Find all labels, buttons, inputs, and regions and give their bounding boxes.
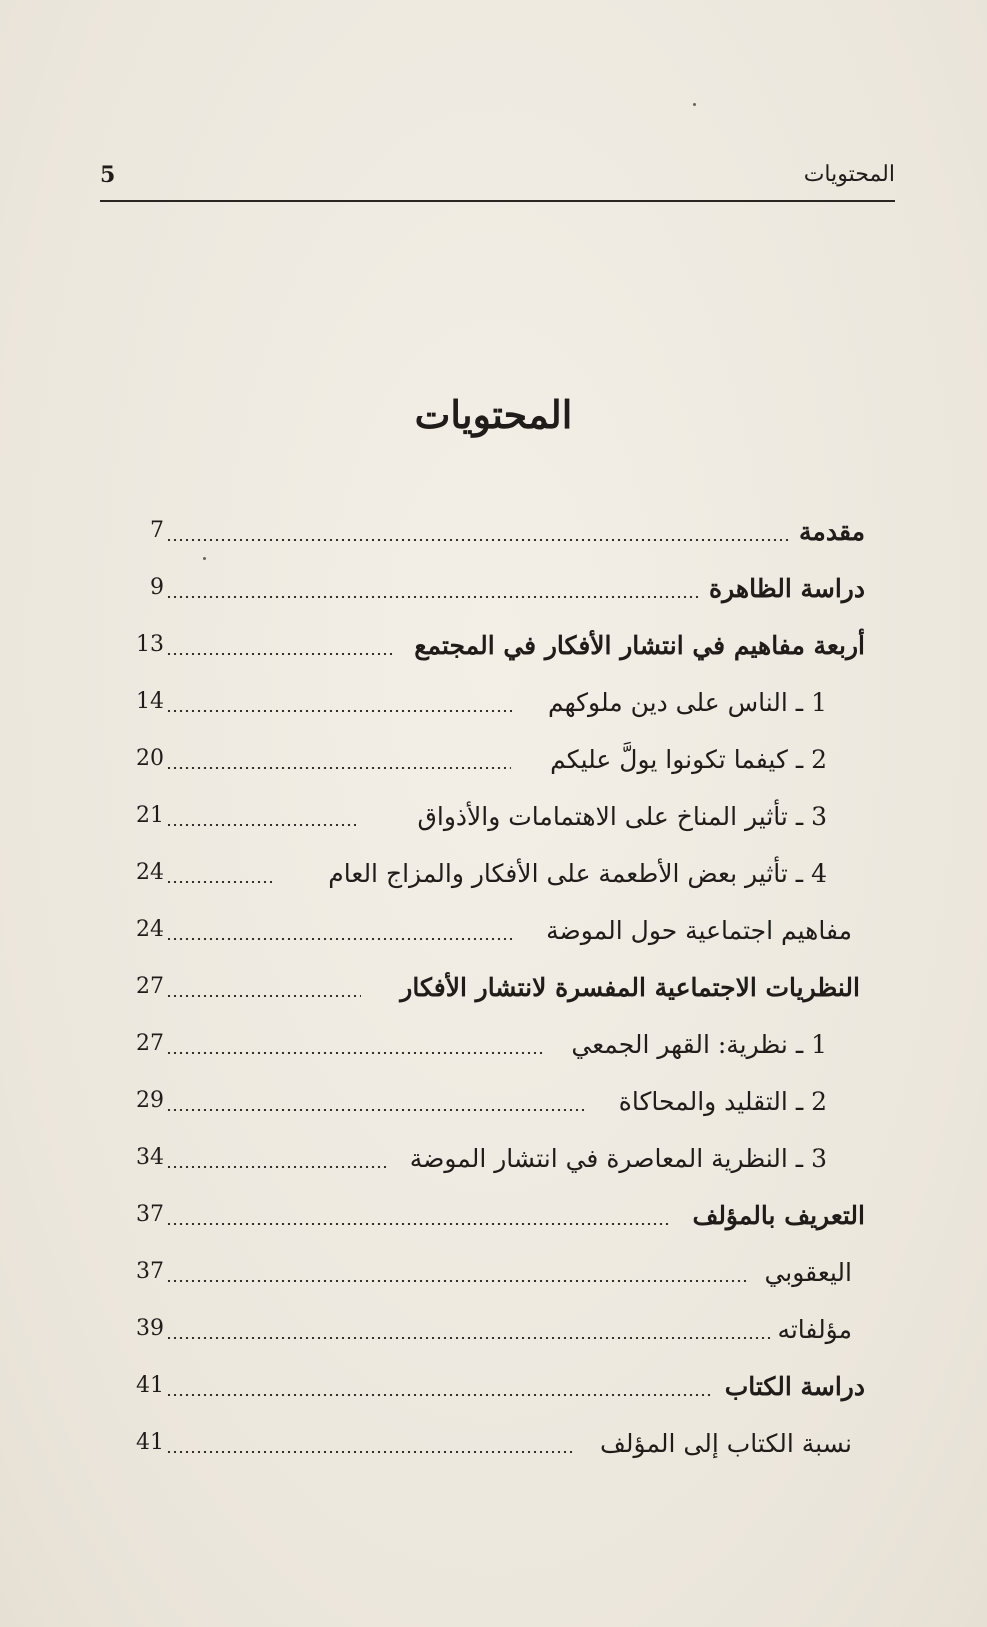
toc-page-number: 20 <box>136 746 164 771</box>
toc-entry-title: دراسة الكتاب <box>724 1372 865 1401</box>
leader-dots <box>166 596 700 598</box>
toc-entry-title: أربعة مفاهيم في انتشار الأفكار في المجتمع <box>414 631 865 660</box>
leader-dots <box>166 1451 574 1453</box>
running-header <box>100 160 895 202</box>
running-title: المحتويات <box>803 162 895 187</box>
leader-dots <box>166 1337 770 1339</box>
toc-page-number: 24 <box>136 860 164 885</box>
toc-entry-title: اليعقوبي <box>764 1258 852 1287</box>
toc-entry-works[interactable] <box>0 1310 987 1354</box>
leader-dots <box>166 938 516 940</box>
paper-speck <box>203 557 206 560</box>
leader-dots <box>166 1223 668 1225</box>
toc-page-number: 21 <box>136 803 164 828</box>
toc-page-number: 14 <box>136 689 164 714</box>
toc-entry-four-concepts[interactable] <box>0 626 987 670</box>
toc-entry-title: 1 ـ نظرية: القهر الجمعي <box>571 1030 827 1059</box>
toc-page-number: 27 <box>136 974 164 999</box>
toc-entry-title: مؤلفاته <box>777 1315 852 1344</box>
toc-page-number: 41 <box>136 1373 164 1398</box>
toc-page-number: 37 <box>136 1259 164 1284</box>
toc-entry-title: مقدمة <box>799 517 865 546</box>
toc-entry-title: 4 ـ تأثير بعض الأطعمة على الأفكار والمزاج العام <box>328 859 827 888</box>
leader-dots <box>166 710 514 712</box>
leader-dots <box>166 1109 584 1111</box>
toc-entry-subsection[interactable] <box>0 1139 987 1183</box>
toc-page-number: 27 <box>136 1031 164 1056</box>
toc-page-number: 39 <box>136 1316 164 1341</box>
toc-page-number: 13 <box>136 632 164 657</box>
leader-dots <box>166 1052 544 1054</box>
toc-page-number: 37 <box>136 1202 164 1227</box>
toc-entry-about-author[interactable] <box>0 1196 987 1240</box>
toc-entry-attribution[interactable] <box>0 1424 987 1468</box>
toc-entry-subsection[interactable] <box>0 1025 987 1069</box>
toc-page-number: 9 <box>150 575 164 600</box>
toc-entry-yaqubi[interactable] <box>0 1253 987 1297</box>
leader-dots <box>166 653 392 655</box>
toc-entry-phenomenon-study[interactable] <box>0 569 987 613</box>
toc-entry-title: 3 ـ تأثير المناخ على الاهتمامات والأذواق <box>417 802 827 831</box>
toc-entry-title: التعريف بالمؤلف <box>692 1201 865 1230</box>
toc-entry-book-study[interactable] <box>0 1367 987 1411</box>
page-title: المحتويات <box>414 392 573 437</box>
toc-page-number: 7 <box>150 518 164 543</box>
toc-entry-title: النظريات الاجتماعية المفسرة لانتشار الأفكار <box>400 973 860 1002</box>
toc-page-number: 34 <box>136 1145 164 1170</box>
toc-entry-title: نسبة الكتاب إلى المؤلف <box>600 1429 852 1458</box>
leader-dots <box>166 539 788 541</box>
toc-entry-subsection[interactable] <box>0 740 987 784</box>
toc-entry-title: 2 ـ كيفما تكونوا يولَّ عليكم <box>550 745 827 774</box>
page-number: 5 <box>100 162 116 188</box>
toc-entry-subsection[interactable] <box>0 1082 987 1126</box>
toc-entry-introduction[interactable] <box>0 512 987 556</box>
toc-entry-title: 3 ـ النظرية المعاصرة في انتشار الموضة <box>409 1144 827 1173</box>
toc-entry-title: دراسة الظاهرة <box>709 574 865 603</box>
leader-dots <box>166 824 356 826</box>
leader-dots <box>166 1394 714 1396</box>
leader-dots <box>166 1166 388 1168</box>
toc-entry-title: 1 ـ الناس على دين ملوكهم <box>547 688 827 717</box>
toc-page-number: 29 <box>136 1088 164 1113</box>
toc-page-number: 24 <box>136 917 164 942</box>
toc-entry-social-theories[interactable] <box>0 968 987 1012</box>
toc-entry-title: مفاهيم اجتماعية حول الموضة <box>546 916 852 945</box>
leader-dots <box>166 995 361 997</box>
leader-dots <box>166 881 272 883</box>
toc-page-number: 41 <box>136 1430 164 1455</box>
paper-speck <box>693 103 696 106</box>
leader-dots <box>166 767 511 769</box>
toc-entry-subsection[interactable] <box>0 854 987 898</box>
toc-entry-fashion-concepts[interactable] <box>0 911 987 955</box>
leader-dots <box>166 1280 750 1282</box>
toc-entry-subsection[interactable] <box>0 683 987 727</box>
toc-entry-title: 2 ـ التقليد والمحاكاة <box>618 1087 827 1116</box>
toc-entry-subsection[interactable] <box>0 797 987 841</box>
